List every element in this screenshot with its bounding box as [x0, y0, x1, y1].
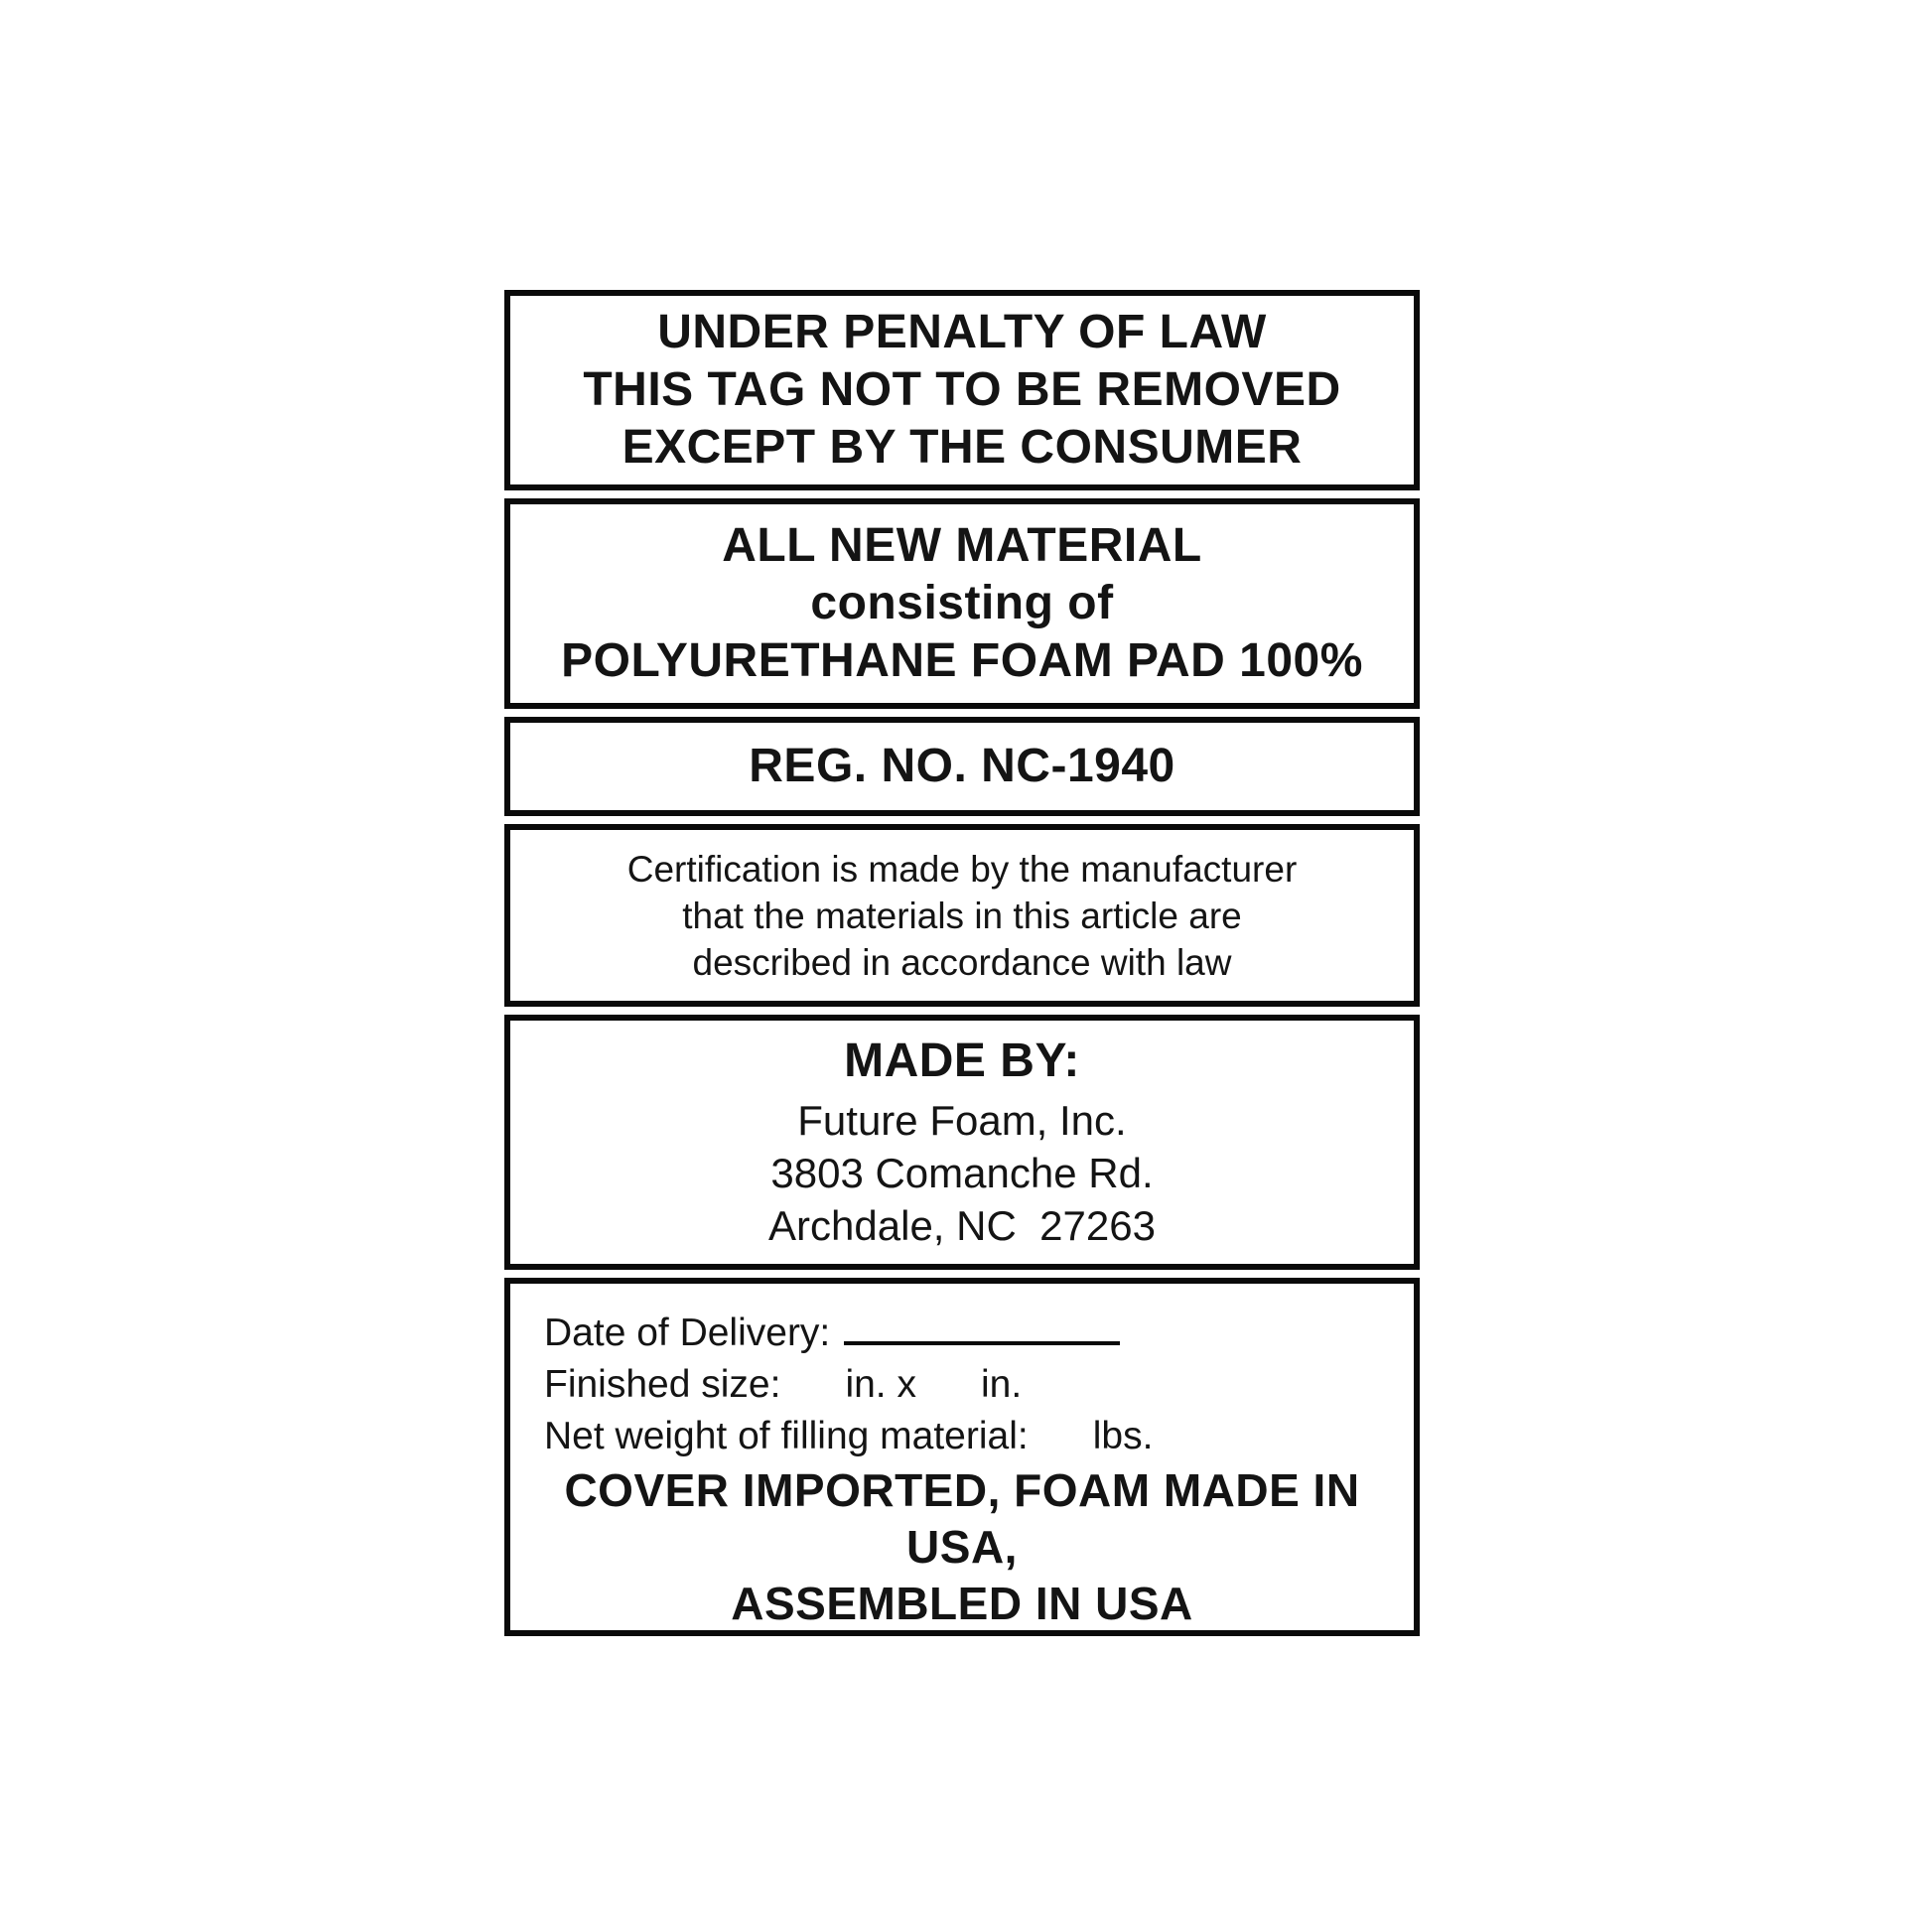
penalty-line-2: THIS TAG NOT TO BE REMOVED: [583, 363, 1341, 416]
material-line-3: POLYURETHANE FOAM PAD 100%: [561, 634, 1363, 687]
section-registration-number: [504, 717, 1420, 816]
section-delivery-details: [504, 1278, 1420, 1636]
date-of-delivery-blank-line: [844, 1311, 1120, 1345]
origin-line-2: ASSEMBLED IN USA: [731, 1578, 1193, 1629]
section-penalty-notice: [504, 290, 1420, 490]
made-by-heading: MADE BY:: [844, 1035, 1080, 1087]
fill-in-fields: [510, 1284, 1414, 1462]
manufacturer-name: Future Foam, Inc.: [797, 1097, 1127, 1144]
material-line-1: ALL NEW MATERIAL: [722, 519, 1202, 572]
penalty-line-1: UNDER PENALTY OF LAW: [657, 306, 1267, 358]
date-of-delivery-label: Date of Delivery:: [544, 1311, 831, 1354]
section-material-contents: [504, 498, 1420, 709]
origin-statement: [510, 1462, 1414, 1636]
date-of-delivery-row: [544, 1308, 1414, 1359]
section-made-by: [504, 1015, 1420, 1270]
finished-size-row: Finished size: in. x in.: [544, 1363, 1023, 1406]
material-line-2: consisting of: [810, 577, 1114, 629]
net-weight-row: Net weight of filling material: lbs.: [544, 1415, 1154, 1457]
law-tag-label: [504, 290, 1420, 1636]
origin-line-1: COVER IMPORTED, FOAM MADE IN USA,: [564, 1464, 1373, 1573]
section-certification: [504, 824, 1420, 1007]
certification-line-1: Certification is made by the manufacturer: [626, 848, 1298, 890]
manufacturer-city-state-zip: Archdale, NC 27263: [768, 1202, 1156, 1249]
manufacturer-street: 3803 Comanche Rd.: [770, 1150, 1154, 1196]
penalty-line-3: EXCEPT BY THE CONSUMER: [621, 421, 1303, 474]
registration-number: REG. NO. NC-1940: [749, 740, 1175, 792]
certification-line-3: described in accordance with law: [692, 941, 1232, 983]
certification-line-2: that the materials in this article are: [682, 895, 1242, 936]
